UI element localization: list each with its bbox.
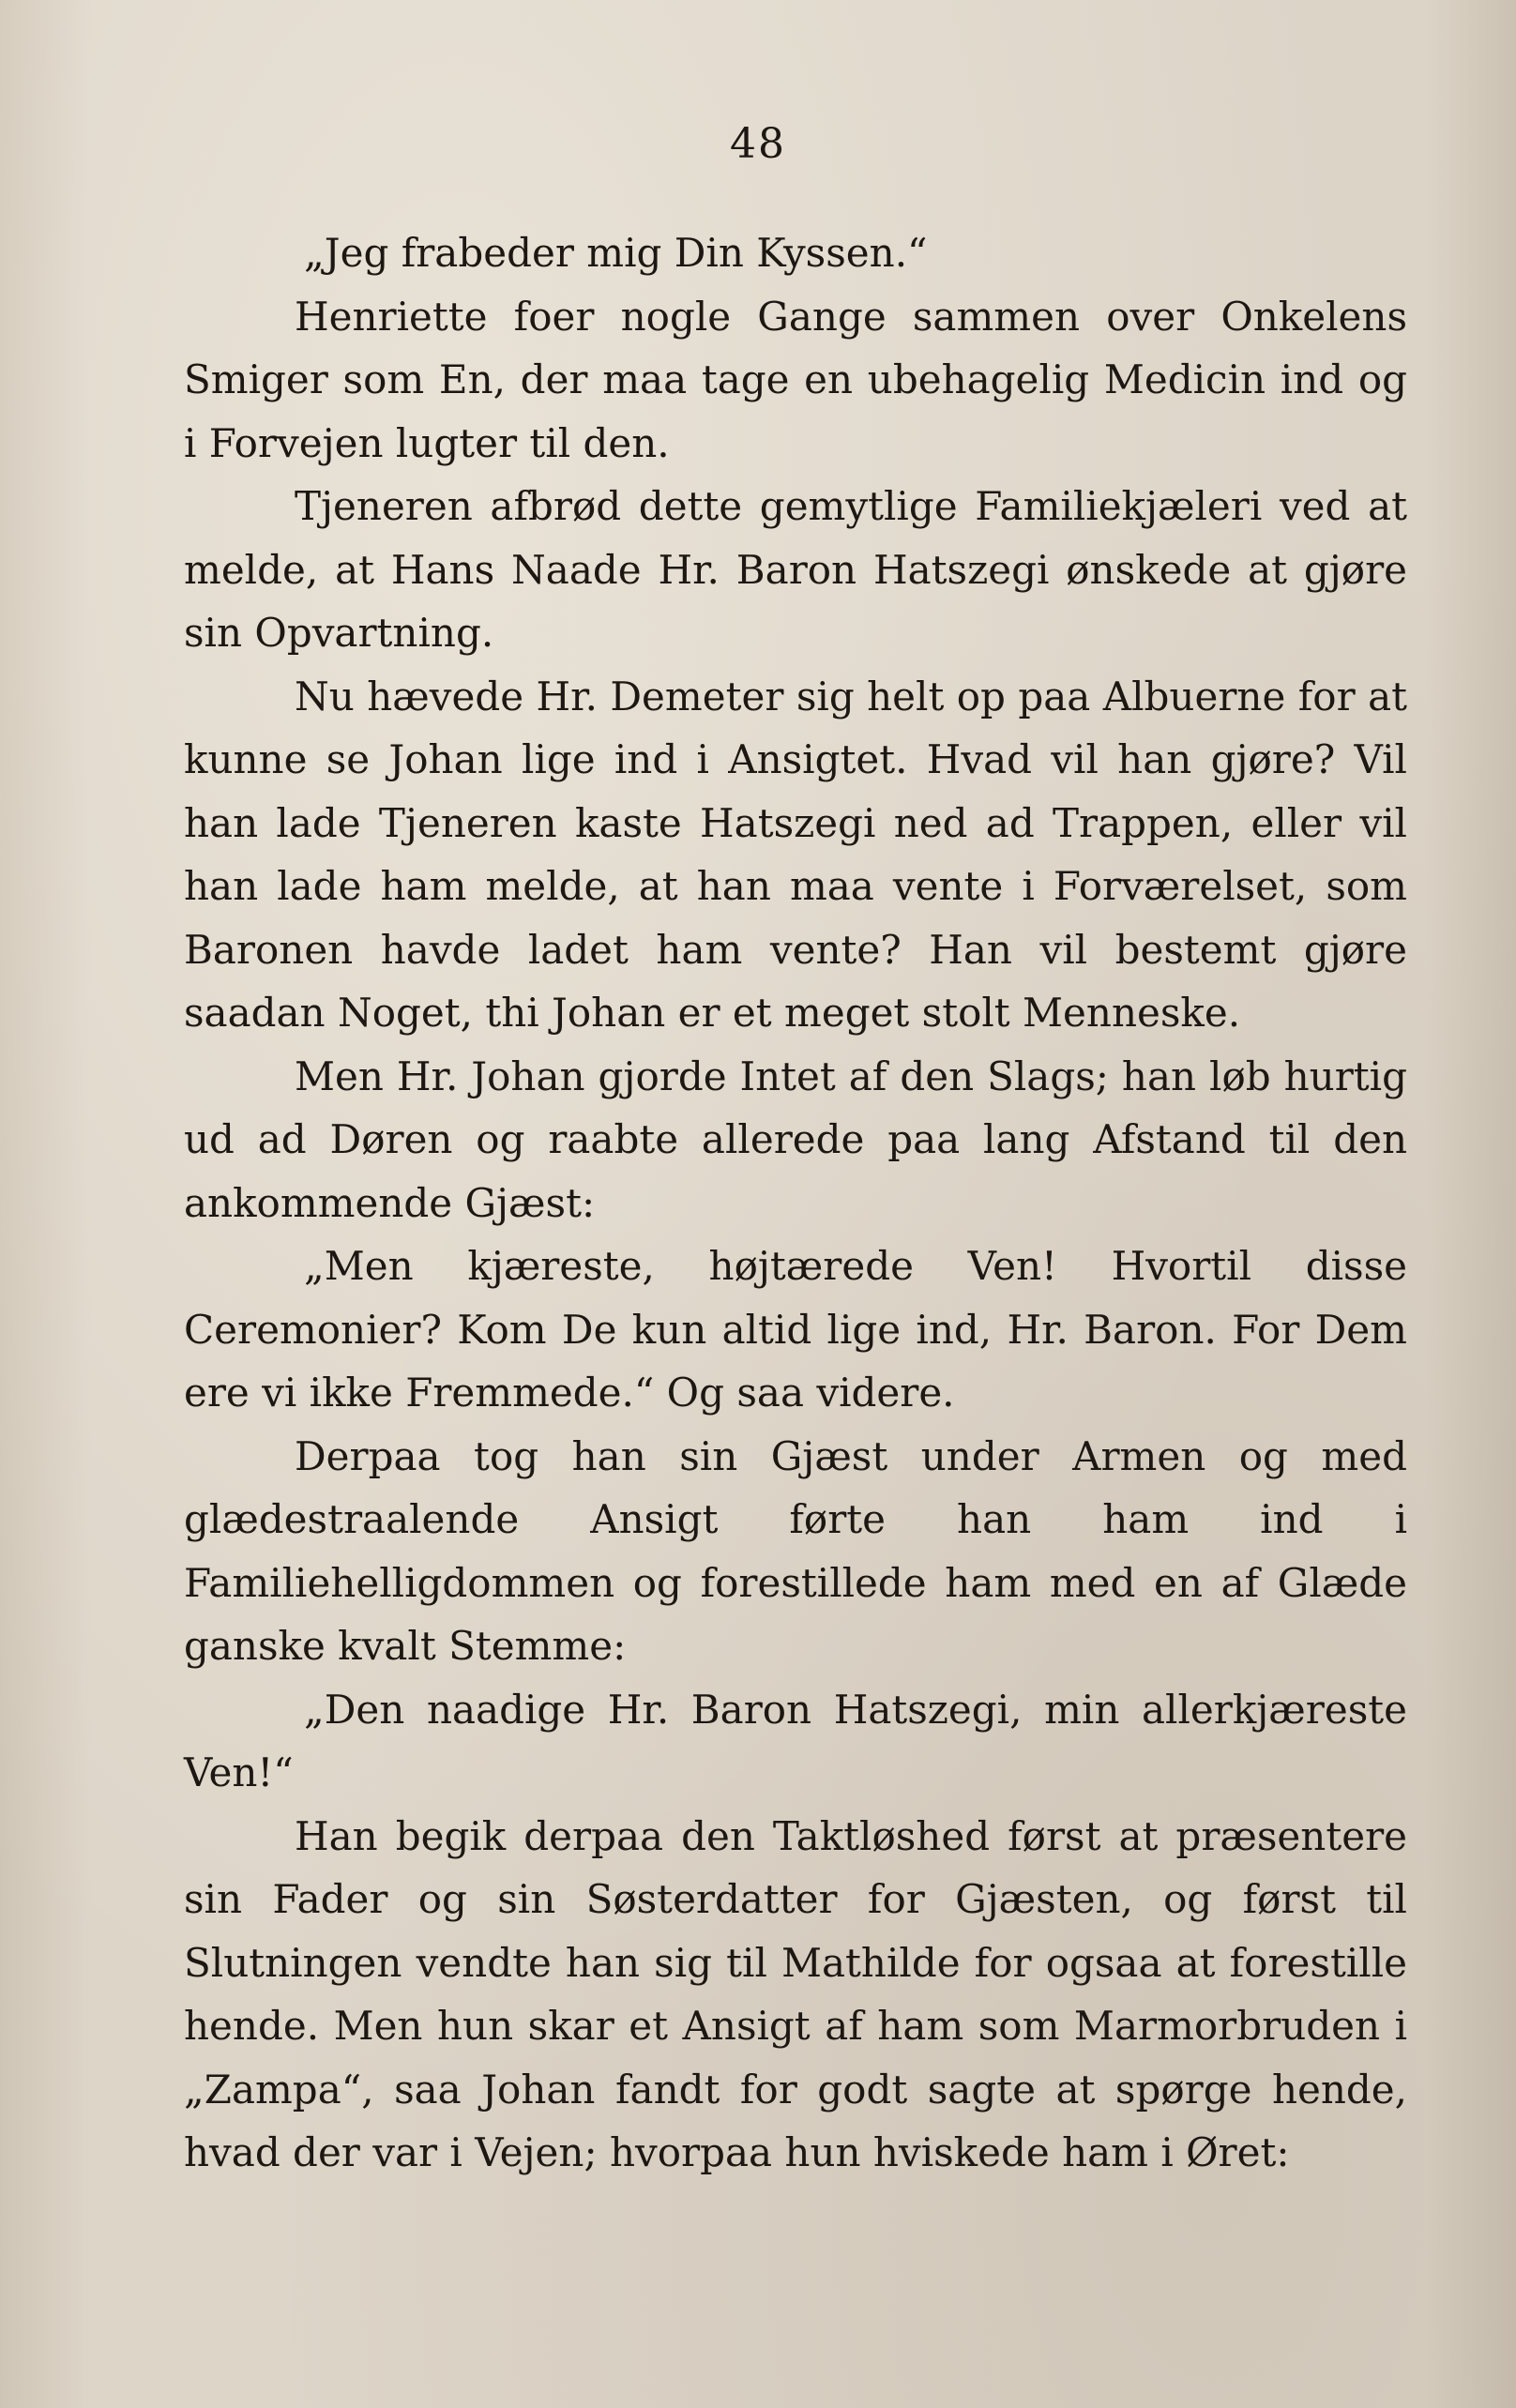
paragraph-6: „Men kjæreste, højtærede Ven! Hvortil disse Ceremonier? Kom De kun altid lige ind, Hr. Baron. For Dem ere vi ikke Fremmede.“ Og saa videre. [184, 1243, 1407, 1416]
body-text [184, 221, 1407, 2185]
paragraph-8: „Den naadige Hr. Baron Hatszegi, min allerkjæreste Ven!“ [184, 1686, 1407, 1795]
paragraph-9: Han begik derpaa den Taktløshed først at præsentere sin Fader og sin Søsterdatter for Gjæsten, og først til Slutningen vendte han sig til Mathilde for ogsaa at forestille hende. Men hun skar et Ansigt af ham som Marmorbruden i „Zampa“, saa Johan fandt for godt sagte at spørge hende, hvad der var i Vejen; hvorpaa hun hviskede ham i Øret: [184, 1812, 1407, 2175]
paragraph-2: Henriette foer nogle Gange sammen over Onkelens Smiger som En, der maa tage en ubehagelig Medicin ind og i Forvejen lugter til den. [184, 293, 1407, 466]
paragraph-4: Nu hævede Hr. Demeter sig helt op paa Albuerne for at kunne se Johan lige ind i Ansigtet. Hvad vil han gjøre? Vil han lade Tjeneren kaste Hatszegi ned ad Trappen, eller vil han lade ham melde, at han maa vente i Forværelset, som Baronen havde ladet ham vente? Han vil bestemt gjøre saadan Noget, thi Johan er et meget stolt Menneske. [184, 673, 1407, 1036]
page-number: 48 [730, 120, 786, 168]
paragraph-3: Tjeneren afbrød dette gemytlige Familiekjæleri ved at melde, at Hans Naade Hr. Baron Hatszegi ønskede at gjøre sin Opvartning. [184, 483, 1407, 656]
paragraph-1: „Jeg frabeder mig Din Kyssen.“ [304, 230, 928, 276]
paragraph-7: Derpaa tog han sin Gjæst under Armen og med glædestraalende Ansigt førte han ham ind i Familiehelligdommen og forestillede ham med en af Glæde ganske kvalt Stemme: [184, 1432, 1407, 1669]
paragraph-5: Men Hr. Johan gjorde Intet af den Slags; han løb hurtig ud ad Døren og raabte allerede paa lang Afstand til den ankommende Gjæst: [184, 1053, 1407, 1226]
